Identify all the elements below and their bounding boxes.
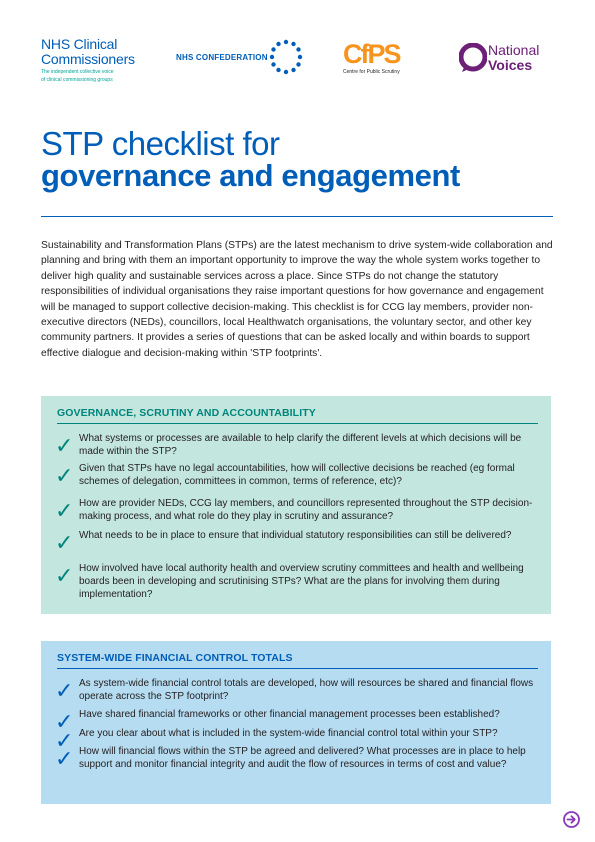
- governance-section: [41, 396, 551, 614]
- nhs-clinical-commissioners-logo: [41, 37, 161, 83]
- checkmark-icon: ✓: [55, 563, 74, 588]
- checklist-question: Have shared financial frameworks or other financial management processes been established?: [79, 709, 500, 720]
- checklist-question: How will financial flows within the STP be agreed and delivered? What processes are in place to help support and monitor financial integrity and audit the flow of resources in terms of cost and value?: [79, 746, 526, 771]
- section-heading: SYSTEM-WIDE FINANCIAL CONTROL TOTALS: [57, 652, 293, 664]
- checklist-question: How are provider NEDs, CCG lay members, and councillors represented throughout the STP decision-making process, and what role do they play in scrutiny and assurance?: [79, 498, 533, 523]
- checklist-question: As system-wide financial control totals are developed, how will resources be shared and financial flows operate across the STP footprint?: [79, 678, 534, 703]
- section-heading: GOVERNANCE, SCRUTINY AND ACCOUNTABILITY: [57, 407, 316, 419]
- speech-bubble-icon: [459, 43, 487, 73]
- checklist-question: What systems or processes are available to help clarify the different levels at which decisions will be made within the STP?: [79, 433, 522, 458]
- arrow-right-circle-icon[interactable]: [563, 811, 580, 828]
- section-divider: [57, 668, 538, 669]
- checkmark-icon: ✓: [55, 678, 74, 703]
- nhscc-name-line2: Commissioners: [41, 51, 135, 67]
- page-title-line2: governance and engagement: [41, 158, 460, 193]
- nhscc-tagline-line1: The independent collective voice: [41, 69, 114, 75]
- nhs-confederation-logo: [176, 39, 306, 75]
- section-divider: [57, 423, 538, 424]
- dot-ring-icon: [269, 39, 303, 75]
- nhscc-name-line1: NHS Clinical: [41, 36, 118, 52]
- national-voices-line1: National: [488, 42, 540, 58]
- checklist-question: What needs to be in place to ensure that individual statutory responsibilities can still be delivered?: [79, 530, 512, 541]
- checkmark-icon: ✓: [55, 463, 74, 488]
- financial-control-section: [41, 641, 551, 804]
- checkmark-icon: ✓: [55, 746, 74, 771]
- checkmark-icon: ✓: [55, 530, 74, 555]
- checklist-question: Given that STPs have no legal accountabilities, how will collective decisions be reached (eg formal schemes of delegation, committees in common, terms of reference, etc)?: [79, 463, 515, 488]
- national-voices-logo: [459, 43, 559, 77]
- checklist-question: Are you clear about what is included in the system-wide financial control total within your STP?: [79, 728, 498, 739]
- checkmark-icon: ✓: [55, 433, 74, 458]
- checkmark-icon: ✓: [55, 709, 74, 734]
- nhs-confederation-label: NHS CONFEDERATION: [176, 53, 268, 62]
- page-title-line1: STP checklist for: [41, 125, 280, 162]
- cfps-subtitle: Centre for Public Scrutiny: [343, 69, 400, 75]
- cfps-wordmark: CfPS: [343, 39, 400, 69]
- checklist-question: How involved have local authority health and overview scrutiny committees and health and wellbeing boards been in developing and scrutinising STPs? What are the plans for involving them during implementation?: [79, 563, 524, 601]
- checkmark-icon: ✓: [55, 728, 74, 753]
- nhscc-tagline-line2: of clinical commissioning groups: [41, 77, 113, 83]
- intro-paragraph: Sustainability and Transformation Plans (STPs) are the latest mechanism to drive system-wide collaboration and planning and bring with them an important opportunity to improve the way the whole system works together to deliver high quality and sustainable services across a place. Since STPs do not change the statutory responsibilities of individual organisations they raise important questions for how governance and engagement will be managed to support collective decision-making. This checklist is for CCG lay members, provider non-executive directors (NEDs), councillors, local Healthwatch organisations, the voluntary sector, and other key community partners. It provides a series of questions that can be asked locally and within boards to support effective dialogue and decision-making within 'STP footprints'.: [41, 240, 553, 359]
- title-divider: [41, 216, 553, 217]
- national-voices-line2: Voices: [488, 57, 533, 73]
- checkmark-icon: ✓: [55, 498, 74, 523]
- cfps-logo: [343, 40, 423, 82]
